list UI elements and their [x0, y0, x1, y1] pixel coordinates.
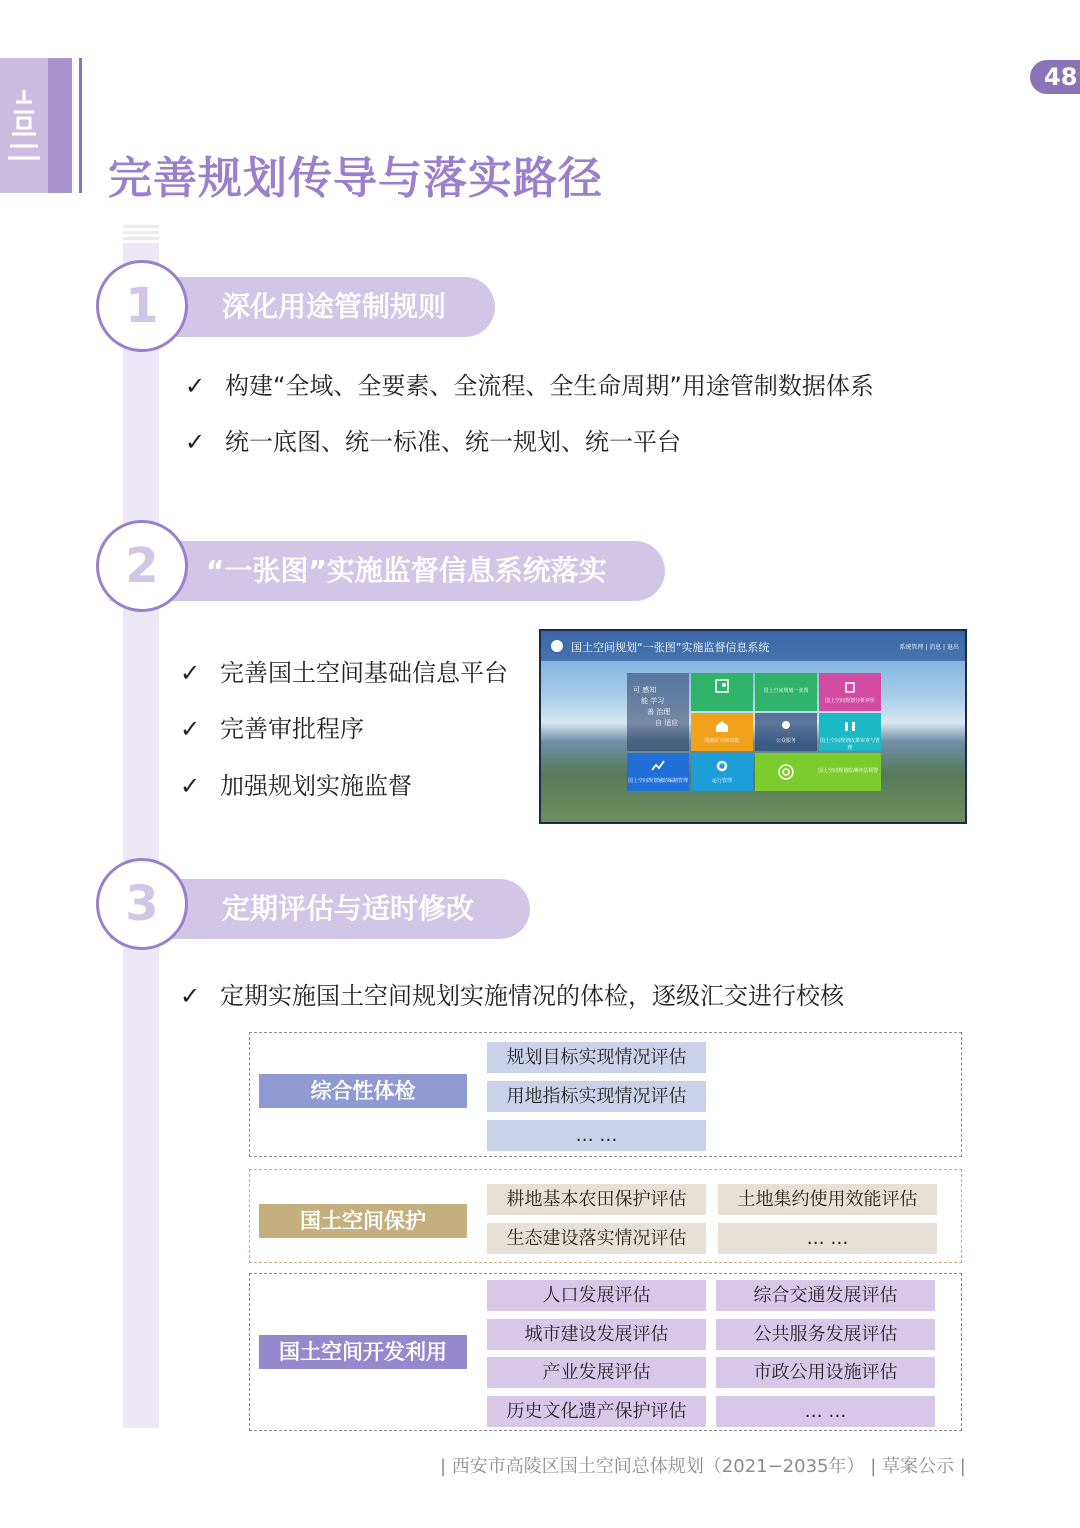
eval-item: 耕地基本农田保护评估 — [487, 1184, 706, 1215]
page-title: 完善规划传导与落实路径 — [108, 153, 603, 204]
eval-group-label: 国土空间保护 — [259, 1204, 467, 1238]
check-icon: ✓ — [180, 715, 201, 743]
eval-item: 生态建设落实情况评估 — [487, 1223, 706, 1254]
screenshot-top-right-menu: 系统管理 | 消息 | 退出 — [899, 644, 959, 651]
eval-item: 城市建设发展评估 — [487, 1319, 706, 1350]
header-decor-stripe — [48, 58, 72, 193]
gear-icon — [715, 759, 729, 773]
check-icon: ✓ — [185, 428, 206, 456]
section-2-bullet-2: ✓ 完善审批程序 — [180, 715, 364, 743]
eval-group-label: 综合性体检 — [259, 1074, 467, 1108]
system-screenshot — [539, 629, 967, 824]
screenshot-app-title: 国土空间规划“一张图”实施监督信息系统 — [571, 641, 770, 654]
tile-results: 国土空间规划成果审查与管理 — [819, 713, 881, 751]
house-icon — [715, 719, 729, 733]
eval-item: 土地集约使用效能评估 — [718, 1184, 937, 1215]
eval-item: … … — [718, 1223, 937, 1254]
section-1-bullet-1: ✓ 构建“全域、全要素、全流程、全生命周期”用途管制数据体系 — [185, 372, 874, 400]
timeline-track — [123, 222, 159, 1428]
section-3-heading: 定期评估与适时修改 — [110, 879, 530, 939]
page-number-badge: 48 — [1030, 60, 1080, 94]
radar-icon — [777, 763, 795, 781]
section-1-heading: 深化用途管制规则 — [110, 277, 495, 337]
eval-item: 用地指标实现情况评估 — [487, 1081, 706, 1112]
section-1-bullet-2: ✓ 统一底图、统一标准、统一规划、统一平台 — [185, 428, 681, 456]
section-3-number: 3 — [96, 858, 188, 950]
eval-item: 市政公用设施评估 — [716, 1357, 935, 1388]
eval-item: 规划目标实现情况评估 — [487, 1042, 706, 1073]
eval-item: 产业发展评估 — [487, 1357, 706, 1388]
eval-item: 人口发展评估 — [487, 1280, 706, 1311]
tile-assisted-planning: 国土空间规划辅助编制管理 — [627, 753, 689, 791]
page-footer: | 西安市高陵区国土空间总体规划（2021−2035年） | 草案公示 | — [440, 1456, 966, 1477]
map-icon — [715, 679, 729, 693]
tile-operation: 运行管理 — [691, 753, 753, 791]
section-2-bullet-1: ✓ 完善国土空间基础信息平台 — [180, 659, 508, 687]
eval-item: … … — [487, 1120, 706, 1151]
tile-monitoring: 国土空间规划监测评估预警 — [755, 753, 881, 791]
check-icon: ✓ — [180, 982, 201, 1010]
people-icon — [843, 719, 857, 733]
heart-hand-icon — [779, 719, 793, 733]
section-2-heading: “一张图”实施监督信息系统落实 — [110, 541, 665, 601]
section-3-bullet-1: ✓ 定期实施国土空间规划实施情况的体检，逐级汇交进行校核 — [180, 982, 844, 1010]
tile-onemap: 国土空间规划一张图 — [755, 673, 817, 711]
check-icon: ✓ — [180, 659, 201, 687]
building-icon — [843, 679, 857, 693]
screenshot-slogan-panel: 可 感知 能 学习 善 治理 自 适应 — [627, 673, 689, 751]
pagoda-logo-icon — [6, 88, 42, 168]
check-icon: ✓ — [180, 772, 201, 800]
section-1-number: 1 — [96, 260, 188, 352]
eval-item: 公共服务发展评估 — [716, 1319, 935, 1350]
header-decor-line — [79, 58, 82, 193]
chart-line-icon — [651, 759, 665, 773]
check-icon: ✓ — [185, 372, 206, 400]
timeline-track-cap — [123, 222, 159, 244]
eval-item: 综合交通发展评估 — [716, 1280, 935, 1311]
system-logo-icon — [549, 638, 565, 654]
eval-item: … … — [716, 1396, 935, 1427]
tile-public-service: 公众服务 — [755, 713, 817, 751]
section-2-number: 2 — [96, 520, 188, 612]
tile-map-icon — [691, 673, 753, 711]
eval-item: 历史文化遗产保护评估 — [487, 1396, 706, 1427]
eval-group-label: 国土空间开发利用 — [259, 1335, 467, 1369]
tile-analysis: 国土空间规划分析评价 — [819, 673, 881, 711]
section-2-bullet-3: ✓ 加强规划实施监督 — [180, 772, 412, 800]
tile-approval: 规划许可和审批 — [691, 713, 753, 751]
